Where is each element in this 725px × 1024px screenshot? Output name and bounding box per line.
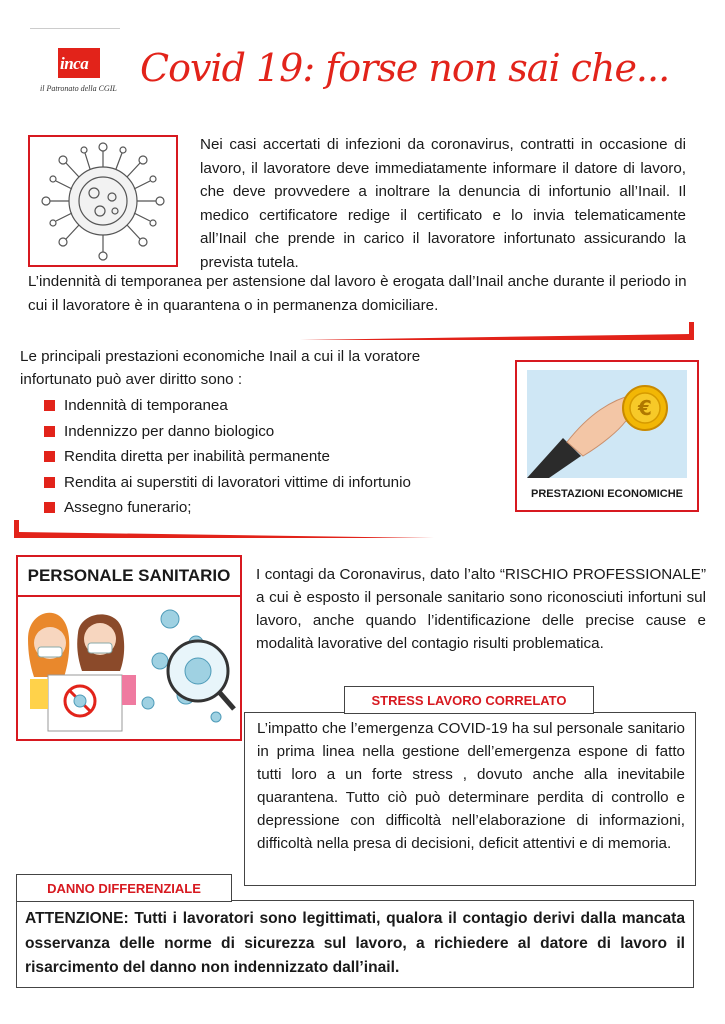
personale-sanitario-title: PERSONALE SANITARIO [18,557,240,597]
children-mask-icon [20,599,238,735]
danno-label: DANNO DIFFERENZIALE [16,874,232,902]
logo-text: inca [60,54,89,73]
header-rule [30,28,120,29]
list-item: Indennità di temporanea [44,393,411,419]
intro-paragraph-2: L’indennità di temporanea per astensione dal lavoro è erogata dall’Inail anche durante il periodo in cui il lavoratore è in quarantena o in permanenza domiciliare. [28,273,687,314]
stress-box [244,712,696,886]
euro-symbol: € [638,396,652,420]
hand-coin-illustration [527,370,687,478]
section-divider [14,520,434,538]
bullet-square-icon [44,426,55,437]
stress-text: L’impatto che l’emergenza COVID-19 ha sul personale sanitario in prima linea nella gestione dell’emergenza espone di fatto tutti loro a un forte stress , dovuto anche alla inevitabile quarantena. Tutto ciò può determinare perdita di controllo e depressione con difficoltà nell’elaborazione di informazioni, difficoltà nella presa di decisioni, deficit attentivi e di memoria. [257,720,686,852]
list-item: Rendita ai superstiti di lavoratori vittime di infortunio [44,470,411,496]
stress-label: STRESS LAVORO CORRELATO [344,686,594,714]
prestazioni-card [515,360,699,512]
section-divider [300,322,696,340]
list-item: Indennizzo per danno biologico [44,419,411,445]
attention-text: ATTENZIONE: Tutti i lavoratori sono legittimati, qualora il contagio derivi dalla mancata osservanza delle norme di sicurezza sul lavoro, a richiedere al datore di lavoro il risarcimento del danno non indennizzato dall’inail. [25,910,685,976]
logo-subtitle: il Patronato della CGIL [40,84,117,93]
list-item: Rendita diretta per inabilità permanente [44,444,411,470]
virus-illustration [28,135,178,267]
children-virus-illustration [20,599,238,735]
hand-coin-icon [527,370,687,478]
page-title: Covid 19: forse non sai che... [140,46,670,90]
list-item: Assegno funerario; [44,495,411,521]
prestazioni-caption: PRESTAZIONI ECONOMICHE [531,488,683,500]
personale-sanitario-text: I contagi da Coronavirus, dato l’alto “RISCHIO PROFESSIONALE” a cui è esposto il personale sanitario sono riconosciuti infortuni sul lavoro, anche quando l’identificazione delle precise cause e modalità lavorative del contagio risulti problematica. [256,566,706,652]
bullet-square-icon [44,451,55,462]
prestazioni-intro: Le principali prestazioni economiche Inail a cui il la voratore infortunato può aver diritto sono : [20,348,421,388]
bullet-square-icon [44,477,55,488]
virus-icon [30,137,176,265]
bullet-square-icon [44,400,55,411]
intro-paragraph-1: Nei casi accertati di infezioni da coronavirus, contratti in occasione di lavoro, il lavoratore deve immediatamente informare il datore di lavoro, che deve provvedere a inoltrare la denuncia di infortunio all’Inail. Il medico certificatore redige il certificato e lo invia telematicamente all’Inail che prende in carico il lavoratore infortunato assicurando la prevista tutela. [200,136,686,271]
prestazioni-list [44,393,411,521]
personale-sanitario-card [16,555,242,741]
attention-box [16,900,694,988]
bullet-square-icon [44,502,55,513]
